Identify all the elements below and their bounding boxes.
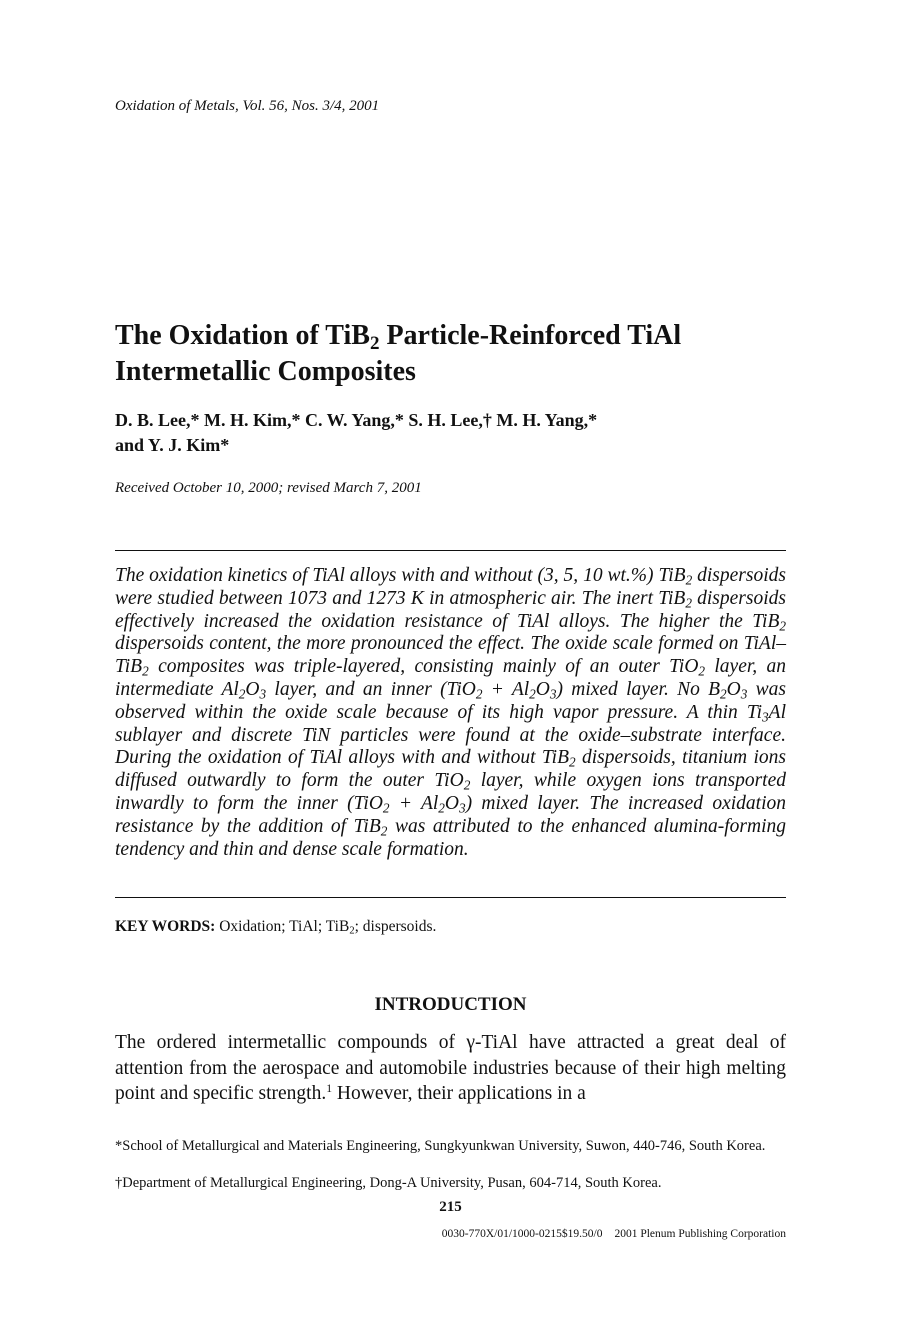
journal-header: Oxidation of Metals, Vol. 56, Nos. 3/4, 2001 [115,98,380,114]
abstract-text: was attributed to the enhanced alumina-forming tendency and thin and dense scale formation. [115,815,786,860]
intro-text: The ordered intermetallic compounds of γ-TiAl have attracted a great deal of attention from the aerospace and automobile industries because of their high melting point and specific strength. [115,1032,786,1104]
abstract-sub: 2 [380,823,388,839]
abstract-sub: 3 [259,686,267,702]
abstract-text: dispersoids effectively increased the oxidation resistance of TiAl alloys. The higher the TiB [115,587,786,632]
abstract-sub: 3 [762,709,769,725]
author-list [115,408,795,458]
abstract-sub: 2 [475,686,483,702]
abstract-text: layer, and an inner (TiO [266,678,476,700]
abstract-sub: 2 [685,595,692,611]
abstract-sub: 2 [685,572,693,588]
article-code: 0030-770X/01/1000-0215$19.50/0 [441,1228,603,1240]
title-line1-post: Particle-Reinforced TiAl [379,320,682,351]
keywords-label: KEY WORDS: [115,918,216,935]
title-line1-pre: The Oxidation of TiB [115,320,370,351]
abstract [115,565,786,861]
abstract-sub: 2 [568,754,576,770]
keywords-sub: 2 [349,925,355,937]
footnote-affiliation-2: †Department of Metallurgical Engineering, Dong-A University, Pusan, 604-714, South Korea. [115,1175,662,1191]
abstract-text: layer, an intermediate Al [115,656,787,700]
received-dates: Received October 10, 2000; revised March 7, 2001 [115,480,422,496]
abstract-text: dispersoids content, the more pronounced the effect. The oxide scale formed on TiAl–TiB [115,633,786,678]
abstract-text: O [535,678,550,700]
abstract-sub: 3 [740,686,748,702]
abstract-text: ) mixed layer. The increased oxidation resistance by the addition of TiB [115,792,786,837]
abstract-sub: 2 [720,686,727,702]
abstract-sub: 2 [142,663,149,679]
keywords-text: Oxidation; TiAl; TiB [215,918,350,935]
abstract-text: O [726,678,741,700]
abstract-text: layer, while oxygen ions transported inwardly to form the inner (TiO [115,770,786,814]
abstract-sub: 3 [549,686,557,702]
title-sub: 2 [369,332,380,354]
page-number: 215 [439,1199,462,1215]
abstract-sub: 2 [238,686,246,702]
reference-1: 1 [326,1081,333,1095]
abstract-text: O [444,792,459,814]
abstract-sub: 2 [463,777,471,793]
title-line2: Intermetallic Composites [115,356,416,387]
abstract-bottom-rule [115,897,786,898]
section-heading: INTRODUCTION [374,994,527,1015]
abstract-sub: 2 [382,800,390,816]
abstract-sub: 2 [698,663,706,679]
keywords [115,918,436,936]
abstract-text: + Al [482,678,530,700]
abstract-text: The oxidation kinetics of TiAl alloys with and without (3, 5, 10 wt.%) TiB [115,565,686,586]
abstract-text: O [245,678,260,700]
abstract-sub: 2 [438,800,445,816]
footnote-affiliation-1: *School of Metallurgical and Materials Engineering, Sungkyunkwan University, Suwon, 440-746, South Korea. [115,1138,766,1154]
authors-line2: and Y. J. Kim* [115,435,230,455]
keywords-text-end: ; dispersoids. [354,918,437,935]
abstract-top-rule [115,550,786,551]
abstract-text: Al sublayer and discrete TiN particles were found at the oxide–substrate interface. During the oxidation of TiAl alloys with and without TiB [115,701,786,769]
abstract-text: was observed within the oxide scale because of its high vapor pressure. A thin Ti [115,678,786,723]
abstract-text: + Al [389,792,439,814]
abstract-text: dispersoids, titanium ions diffused outwardly to form the outer TiO [115,747,786,792]
paper-title [115,318,795,390]
introduction-paragraph [115,1030,786,1107]
abstract-text: dispersoids were studied between 1073 and 1273 K in atmospheric air. The inert TiB [115,565,786,609]
abstract-sub: 3 [459,800,466,816]
abstract-text: ) mixed layer. No B [556,678,721,700]
abstract-text: composites was triple-layered, consisting mainly of an outer TiO [148,656,699,678]
copyright-line [442,1228,786,1240]
abstract-sub: 2 [529,686,536,702]
abstract-sub: 2 [779,617,786,633]
intro-text-end: However, their applications in a [332,1083,586,1104]
publisher: 2001 Plenum Publishing Corporation [614,1228,786,1240]
authors-line1: D. B. Lee,* M. H. Kim,* C. W. Yang,* S. H. Lee,† M. H. Yang,* [115,410,598,430]
